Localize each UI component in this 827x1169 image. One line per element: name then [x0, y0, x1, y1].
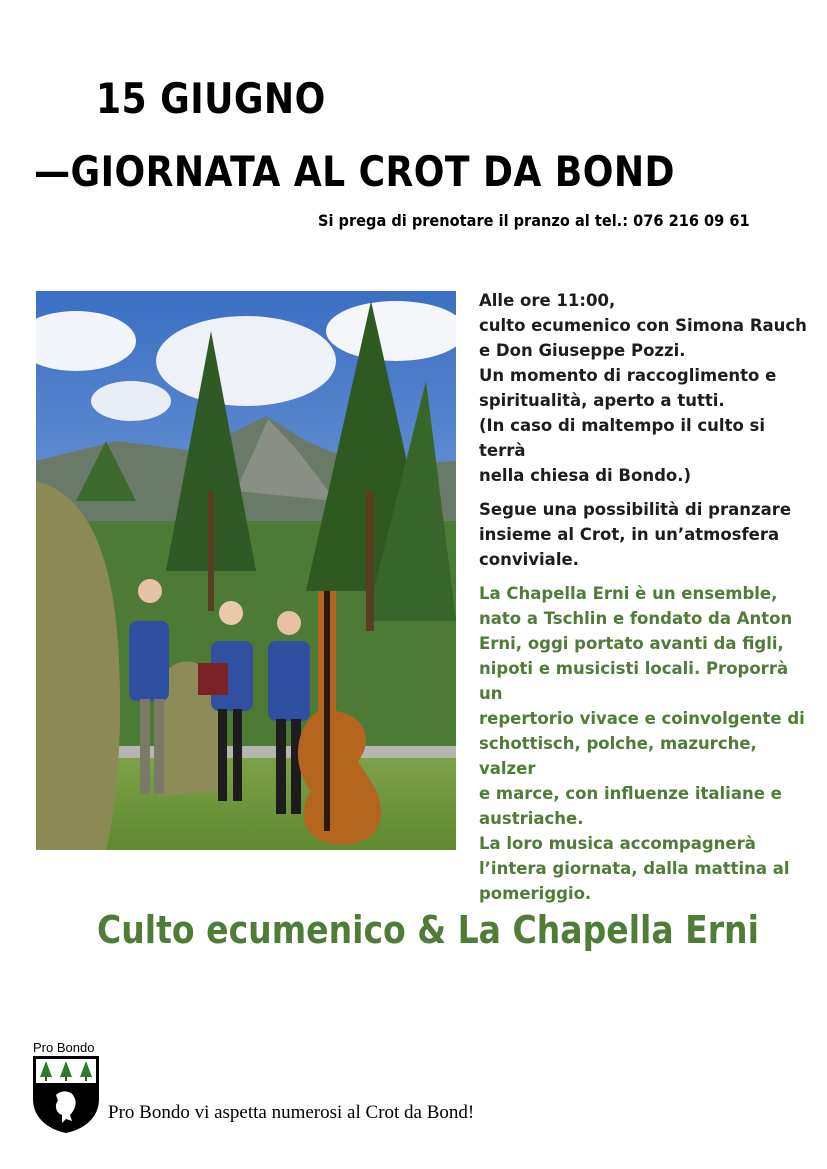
band-line: repertorio vivace e coinvolgente di — [479, 709, 805, 728]
program-line: Un momento di raccoglimento e — [479, 366, 777, 385]
event-date: 15 GIUGNO — [96, 74, 326, 123]
program-line: culto ecumenico con Simona Rauch — [479, 316, 807, 335]
program-line: e Don Giuseppe Pozzi. — [479, 341, 686, 360]
band-photo — [36, 291, 456, 850]
lunch-info — [479, 497, 809, 572]
band-closing-line: pomeriggio. — [479, 884, 592, 903]
band-description — [479, 581, 809, 906]
band-name: La Chapella Erni — [479, 584, 630, 603]
band-line: nipoti e musicisti locali. Proporrà un — [479, 659, 789, 703]
program-line: Segue una possibilità di pranzare — [479, 500, 792, 519]
event-subtitle: Culto ecumenico & La Chapella Erni — [97, 908, 759, 952]
footer-invitation: Pro Bondo vi aspetta numerosi al Crot da Bond! — [108, 1102, 475, 1123]
band-closing-line: l’intera giornata, dalla mattina al — [479, 859, 790, 878]
program-line: Alle ore 11:00, — [479, 291, 616, 310]
band-closing-line: La loro musica accompagnerà — [479, 834, 756, 853]
band-line: nato a Tschlin e fondato da Anton — [479, 609, 793, 628]
program-intro — [479, 288, 809, 488]
band-line: schottisch, polche, mazurche, valzer — [479, 734, 757, 778]
program-text — [479, 288, 809, 906]
pro-bondo-logo — [32, 1040, 102, 1137]
band-line: Erni, oggi portato avanti da figli, — [479, 634, 784, 653]
booking-note: Si prega di prenotare il pranzo al tel.: 076 216 09 61 — [318, 211, 750, 230]
program-line: spiritualità, aperto a tutti. — [479, 391, 725, 410]
program-line: nella chiesa di Bondo.) — [479, 466, 692, 485]
pro-bondo-crest-icon — [32, 1055, 100, 1133]
logo-label: Pro Bondo — [33, 1040, 95, 1055]
program-line: insieme al Crot, in un’atmosfera — [479, 525, 780, 544]
band-line: è un ensemble, — [629, 584, 778, 603]
band-line: e marce, con influenze italiane e — [479, 784, 782, 803]
band-line: austriache. — [479, 809, 584, 828]
program-line: conviviale. — [479, 550, 579, 569]
event-title: —GIORNATA AL CROT DA BOND — [34, 147, 675, 196]
program-line: (In caso di maltempo il culto si terrà — [479, 416, 766, 460]
